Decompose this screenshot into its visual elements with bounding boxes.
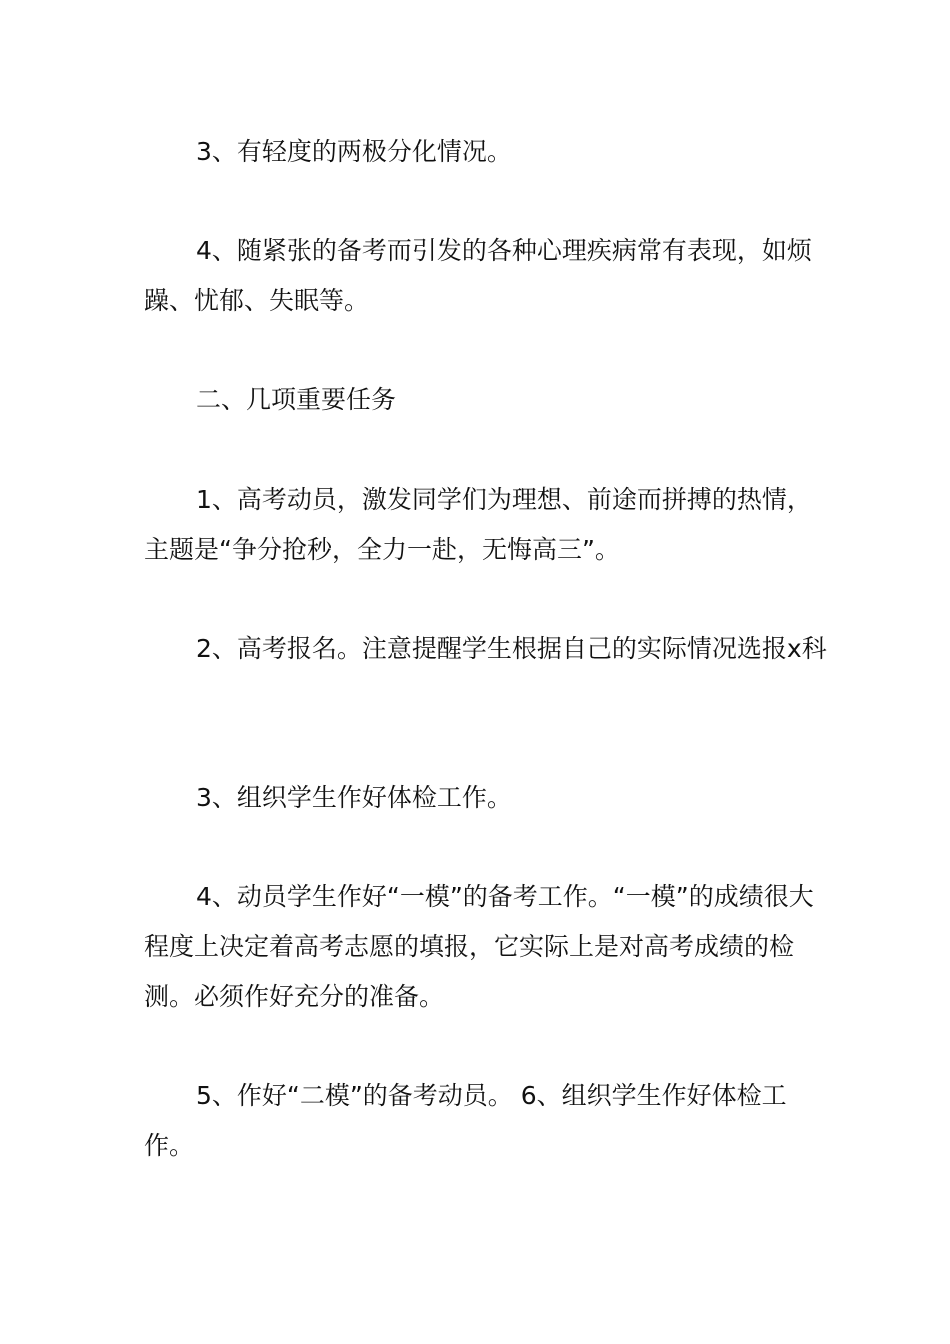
paragraph-task-registration: 2、高考报名。注意提醒学生根据自己的实际情况选报x科 xyxy=(196,634,827,663)
paragraph-task-mobilization: 1、高考动员，激发同学们为理想、前途而拼搏的热情，主题是“争分抢秒，全力一赴，无悔高三”。 xyxy=(144,485,812,564)
paragraph-status-polarization: 3、有轻度的两极分化情况。 xyxy=(196,137,512,166)
section-heading-tasks: 二、几项重要任务 xyxy=(196,385,397,414)
paragraph-task-health-check: 3、组织学生作好体检工作。 xyxy=(196,783,512,812)
paragraph-task-first-mock: 4、动员学生作好“一模”的备考工作。“一模”的成绩很大程度上决定着高考志愿的填报，它实际上是对高考成绩的检测。必须作好充分的准备。 xyxy=(144,882,814,1011)
paragraph-psychological-issues: 4、随紧张的备考而引发的各种心理疾病常有表现，如烦躁、忧郁、失眠等。 xyxy=(144,236,812,315)
paragraph-task-second-mock: 5、作好“二模”的备考动员。 6、组织学生作好体检工作。 xyxy=(144,1081,787,1160)
